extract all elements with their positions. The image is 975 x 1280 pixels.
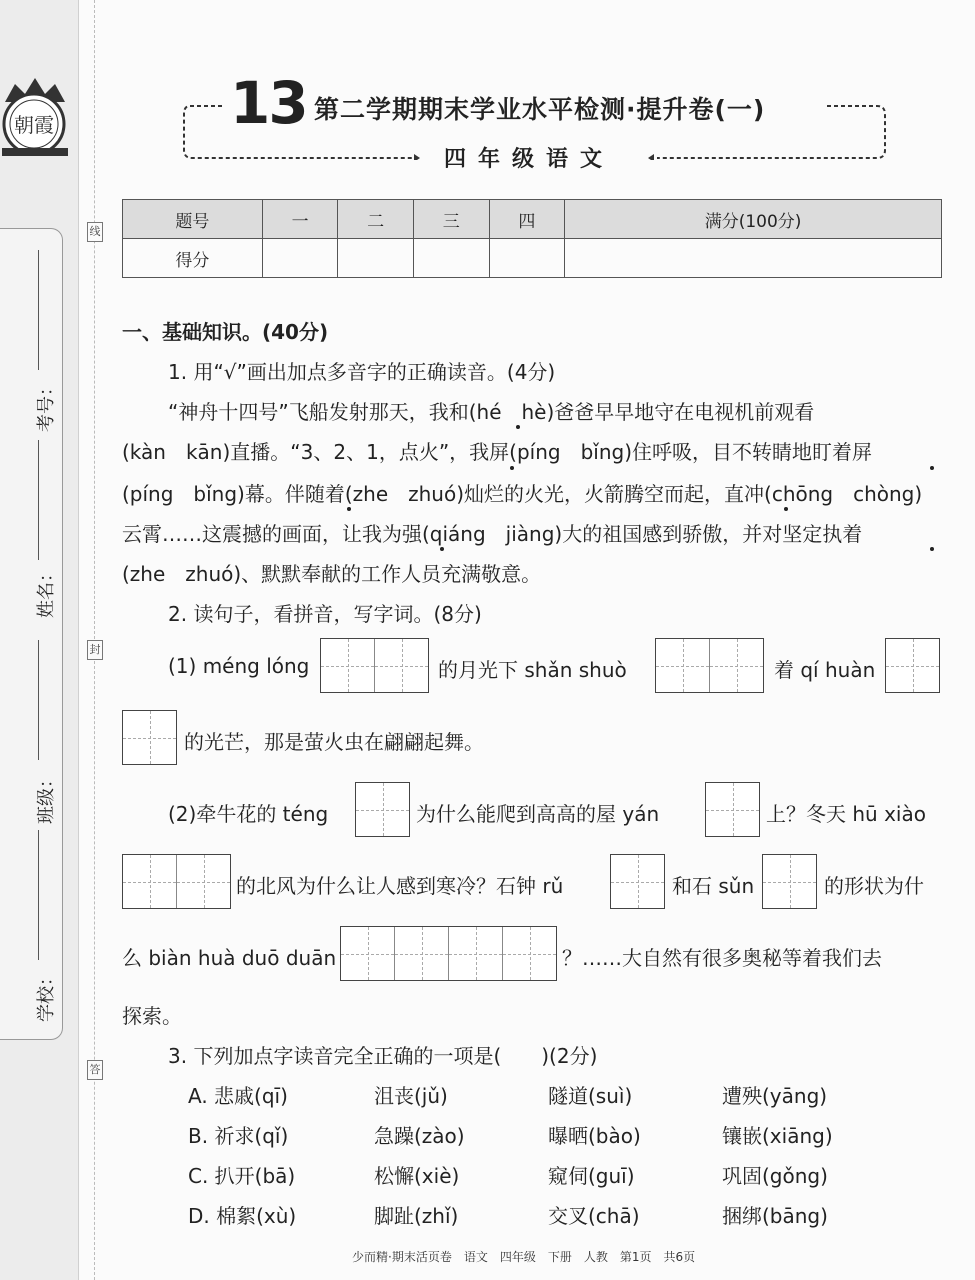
score-header-part-4: 四 <box>489 200 565 239</box>
score-cell-1[interactable] <box>262 239 338 278</box>
writing-grid[interactable] <box>122 710 177 765</box>
section-heading: 一、基础知识。(40分) <box>122 320 329 344</box>
q1-line: (zhe zhuó)、默默奉献的工作人员充满敬意。 <box>122 562 542 586</box>
q3-option: 镶嵌(xiāng) <box>722 1124 833 1148</box>
q2-text: 探索。 <box>122 1004 182 1028</box>
q2-text: 着 qí huàn <box>774 658 876 682</box>
exam-title: 第二学期期末学业水平检测·提升卷(一) <box>314 95 766 124</box>
q2-text: 的月光下 shǎn shuò <box>438 658 627 682</box>
writing-grid[interactable] <box>355 782 410 837</box>
q2-text: 为什么能爬到高高的屋 yán <box>416 802 660 826</box>
publisher-logo <box>0 72 70 158</box>
emphasis-dot <box>510 466 514 470</box>
q2-text: 的北风为什么让人感到寒冷？石钟 rǔ <box>236 874 564 898</box>
exam-number-line[interactable] <box>38 250 39 370</box>
page-footer: 少而精·期末活页卷 语文 四年级 下册 人教 第1页 共6页 <box>352 1250 696 1264</box>
exam-header <box>182 69 887 172</box>
q3-option: 窥伺(guī) <box>548 1164 635 1188</box>
emphasis-dot <box>930 547 934 551</box>
score-cell-total[interactable] <box>565 239 942 278</box>
q2-text: 的形状为什 <box>824 874 924 898</box>
q3-option: 松懈(xiè) <box>374 1164 460 1188</box>
q3-option: C. 扒开(bā) <box>188 1164 296 1188</box>
q1-line: “神舟十四号”飞船发射那天，我和(hé hè)爸爸早早地守在电视机前观看 <box>168 400 815 424</box>
q3-option: A. 悲戚(qī) <box>188 1084 288 1108</box>
cut-mark-seal: 封 <box>87 640 103 660</box>
exam-subtitle: 四年级语文 <box>436 142 622 173</box>
score-header-part-1: 一 <box>262 200 338 239</box>
q2-text: 么 biàn huà duō duān <box>122 946 337 970</box>
q3-option: 脚趾(zhǐ) <box>374 1204 459 1228</box>
cut-mark-line: 线 <box>87 222 103 242</box>
emphasis-dot <box>516 425 520 429</box>
q2-stem: 2. 读句子，看拼音，写字词。(8分) <box>168 602 482 626</box>
writing-grid[interactable] <box>320 638 429 693</box>
school-label: 学校： <box>36 968 57 1022</box>
q1-line: (kàn kān)直播。“3、2、1，点火”，我屏(píng bǐng)住呼吸，目不转睛地盯着屏 <box>122 440 873 464</box>
q2-text: 的光芒，那是萤火虫在翩翩起舞。 <box>184 730 484 754</box>
emphasis-dot <box>347 507 351 511</box>
exam-number: 13 <box>230 69 307 137</box>
svg-text:朝霞: 朝霞 <box>14 113 54 137</box>
q2-text: 和石 sǔn <box>672 874 755 898</box>
writing-grid[interactable] <box>610 854 665 909</box>
q3-option: 急躁(zào) <box>374 1124 465 1148</box>
q2-text: ？……大自然有很多奥秘等着我们去 <box>562 946 882 970</box>
score-table <box>122 199 942 278</box>
q3-option: 曝晒(bào) <box>548 1124 641 1148</box>
binding-strip <box>0 0 79 1280</box>
name-label: 姓名： <box>36 564 57 618</box>
score-header-item: 题号 <box>123 200 263 239</box>
writing-grid[interactable] <box>655 638 764 693</box>
q2-text: (2)牵牛花的 téng <box>168 802 329 826</box>
binding-panel <box>0 228 63 1040</box>
name-line[interactable] <box>38 440 39 560</box>
score-header-total: 满分(100分) <box>565 200 942 239</box>
emphasis-dot <box>440 547 444 551</box>
score-header-part-2: 二 <box>338 200 414 239</box>
score-table-score-row <box>123 239 942 278</box>
emphasis-dot <box>784 507 788 511</box>
q3-option: 巩固(gǒng) <box>722 1164 828 1188</box>
q1-stem: 1. 用“√”画出加点多音字的正确读音。(4分) <box>168 360 556 384</box>
q3-option: 捆绑(bāng) <box>722 1204 828 1228</box>
writing-grid[interactable] <box>122 854 231 909</box>
q1-line: 云霄……这震撼的画面，让我为强(qiáng jiàng)大的祖国感到骄傲，并对坚定执着 <box>122 522 863 546</box>
score-row-label: 得分 <box>123 239 263 278</box>
school-line[interactable] <box>38 830 39 960</box>
writing-grid[interactable] <box>762 854 817 909</box>
score-header-part-3: 三 <box>413 200 489 239</box>
emphasis-dot <box>930 466 934 470</box>
q3-stem: 3. 下列加点字读音完全正确的一项是( )(2分) <box>168 1044 598 1068</box>
score-cell-3[interactable] <box>413 239 489 278</box>
q2-text: (1) méng lóng <box>168 654 310 678</box>
class-label: 班级： <box>36 770 57 824</box>
score-table-header-row <box>123 200 942 239</box>
writing-grid[interactable] <box>885 638 940 693</box>
class-line[interactable] <box>38 640 39 760</box>
writing-grid[interactable] <box>705 782 760 837</box>
q3-option: 遭殃(yāng) <box>722 1084 828 1108</box>
score-cell-4[interactable] <box>489 239 565 278</box>
q3-option: 沮丧(jǔ) <box>374 1084 448 1108</box>
cut-mark-answer: 答 <box>87 1060 103 1080</box>
score-cell-2[interactable] <box>338 239 414 278</box>
q2-text: 上？冬天 hū xiào <box>766 802 926 826</box>
exam-number-label: 考号： <box>36 378 57 432</box>
q1-line: (píng bǐng)幕。伴随着(zhe zhuó)灿烂的火光，火箭腾空而起，直冲(chōng chòng) <box>122 482 923 506</box>
q3-option: B. 祈求(qǐ) <box>188 1124 289 1148</box>
q3-option: 隧道(suì) <box>548 1084 633 1108</box>
writing-grid[interactable] <box>340 926 557 981</box>
q3-option: D. 棉絮(xù) <box>188 1204 297 1228</box>
q3-option: 交叉(chā) <box>548 1204 640 1228</box>
